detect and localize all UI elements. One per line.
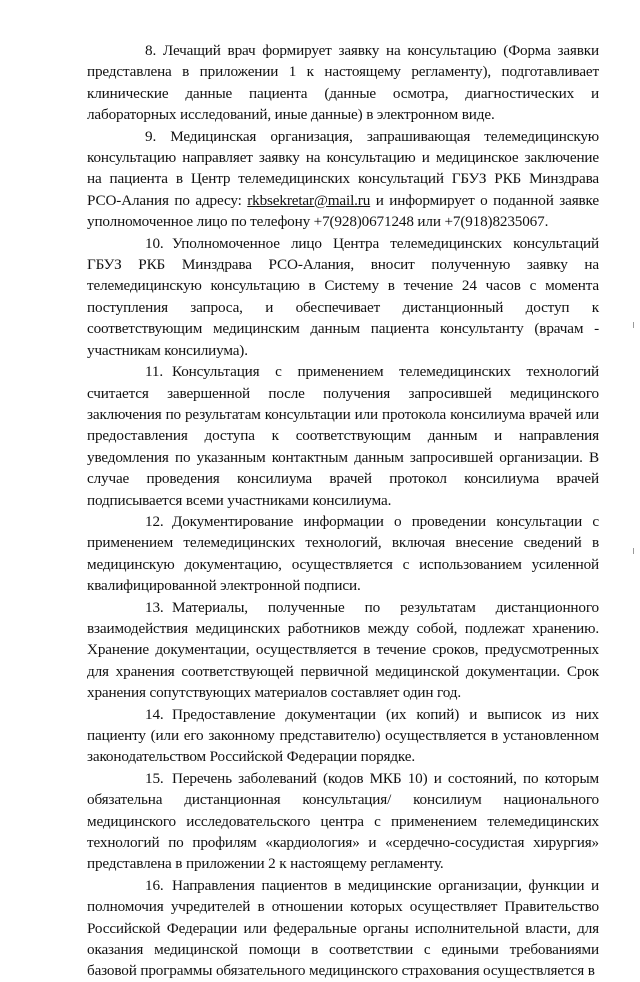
paragraph-text-continued: и информирует о поданной заявке уполномоченное лицо по телефону +7(928)0671248 или +7(918)8235067.	[87, 191, 599, 231]
scan-margin-mark	[633, 548, 634, 554]
scan-margin-mark	[633, 322, 634, 328]
paragraph-number: 10.	[145, 234, 164, 252]
paragraph-text: Медицинская организация, запрашивающая телемедицинскую консультацию направляет заявку на консультацию и медицинское заключение на пациента в Центр телемедицинских консультаций ГБУЗ РКБ Минздрава РСО-Алания по адресу:	[87, 127, 599, 209]
paragraph-text: Консультация с применением телемедицинских технологий считается завершенной после получения запросившей медицинского заключения по результатам консультации или протокола консилиума врачей или предоставления доступа к соответствующим данным и направления уведомления по указанным контактным данным запросившей организации. В случае проведения консилиума врачей протокол консилиума врачей подписывается всеми участниками консилиума.	[87, 363, 599, 509]
paragraph-number: 14.	[145, 705, 164, 723]
paragraph-8	[87, 40, 599, 126]
paragraph-15	[87, 768, 599, 875]
paragraph-10	[87, 233, 599, 361]
paragraph-12	[87, 511, 599, 597]
paragraph-text: Материалы, полученные по результатам дистанционного взаимодействия медицинских работников между собой, подлежат хранению. Хранение документации, осуществляется в течение сроков, предусмотренных для хранения соответствующей первичной медицинской документации. Срок хранения сопутствующих материалов составляет один год.	[87, 598, 599, 702]
paragraph-text: Уполномоченное лицо Центра телемедицинских консультаций ГБУЗ РКБ Минздрава РСО-Алания, вносит полученную заявку на телемедицинскую консультацию в Систему в течение 24 часов с момента поступления запроса, и обеспечивает дистанционный доступ к соответствующим медицинским данным пациента консультанту (врачам - участникам консилиума).	[87, 234, 599, 359]
paragraph-number: 8.	[145, 42, 157, 59]
paragraph-number: 9.	[145, 127, 157, 145]
paragraph-16	[87, 875, 599, 982]
paragraph-number: 11.	[145, 363, 163, 381]
paragraph-text: Документирование информации о проведении консультации с применением телемедицинских технологий, включая внесение сведений в медицинскую документацию, осуществляется с использованием усиленной квалифицированной электронной подписи.	[87, 512, 599, 595]
paragraph-14	[87, 704, 599, 768]
email-link[interactable]: rkbsekretar@mail.ru	[247, 191, 371, 209]
paragraph-11	[87, 361, 599, 511]
paragraph-text: Направления пациентов в медицинские организации, функции и полномочия учредителей в отношении которых осуществляет Правительство Российской Федерации или федеральные органы исполнительной власти, для оказания медицинской помощи в соответствии с едиными требованиями базовой программы обязательного медицинского страхования осуществляется в	[87, 876, 599, 980]
paragraph-13	[87, 597, 599, 704]
paragraph-number: 13.	[145, 598, 164, 616]
paragraph-text: Перечень заболеваний (кодов МКБ 10) и состояний, по которым обязательна дистанционная консультация/ консилиум национального медицинского исследовательского центра с применением телемедицинских технологий по профилям «кардиология» и «сердечно-сосудистая хирургия» представлена в приложении 2 к настоящему регламенту.	[87, 769, 599, 873]
paragraph-text: Лечащий врач формирует заявку на консультацию (Форма заявки представлена в приложении 1 к настоящему регламенту), подготавливает клинические данные пациента (данные осмотра, диагностических и лабораторных исследований, иные данные) в электронном виде.	[87, 42, 599, 124]
paragraph-text: Предоставление документации (их копий) и выписок из них пациенту (или его законному представителю) осуществляется в установленном законодательством Российской Федерации порядке.	[87, 705, 599, 766]
paragraph-number: 15.	[145, 769, 164, 787]
paragraph-number: 16.	[145, 876, 164, 894]
document-body	[87, 40, 599, 982]
paragraph-number: 12.	[145, 512, 164, 530]
paragraph-9	[87, 126, 599, 233]
